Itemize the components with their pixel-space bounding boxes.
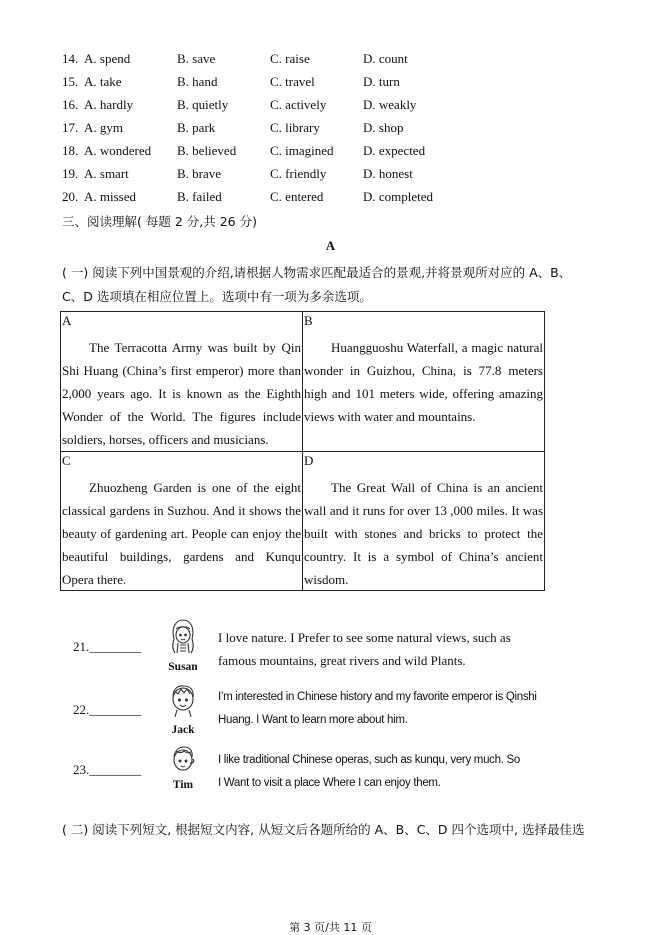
option-description: Huangguoshu Waterfall, a magic natural wonder in Guizhou, China, is 77.8 meters high and 101 meters wide, offering amazing views with water and mountains. — [304, 340, 543, 424]
person-statement — [218, 626, 548, 672]
part2-instruction: ( 二) 阅读下列短文, 根据短文内容, 从短文后各题所给的 A、B、C、D 四个选项中, 选择最佳选 — [62, 822, 585, 837]
option-description: The Terracotta Army was built by Qin Shi Huang (China’s first emperor) more than 2,000 years ago. It is known as the Eighth Wonder of the World. The figures include soldiers, horses, officers and musicians. — [62, 340, 301, 447]
option-b: B. park — [177, 120, 216, 135]
option-d: D. completed — [363, 189, 434, 204]
question-number: 15. — [62, 74, 79, 89]
option-c: C. entered — [270, 189, 324, 204]
person-statement — [218, 749, 548, 795]
statement-line: Huang. I Want to learn more about him. — [218, 714, 408, 726]
option-c: C. library — [270, 120, 320, 135]
option-d: D. expected — [363, 143, 426, 158]
option-b: B. failed — [177, 189, 222, 204]
question-row — [62, 165, 622, 183]
question-row — [62, 142, 622, 160]
statement-line: I like traditional Chinese operas, such as kunqu, very much. So — [218, 754, 520, 766]
option-c: C. imagined — [270, 143, 334, 158]
boy-avatar-icon — [166, 681, 200, 719]
person-name: Tim — [172, 779, 194, 791]
boy-avatar-icon — [166, 743, 200, 781]
question-row — [62, 119, 622, 137]
person-statement — [218, 686, 548, 732]
statement-line: I Want to visit a place Where I can enjoy them. — [218, 777, 441, 789]
question-row — [62, 73, 622, 91]
option-a: A. take — [84, 74, 122, 89]
option-a: A. gym — [84, 120, 123, 135]
person-name: Jack — [171, 724, 195, 736]
option-description: Zhuozheng Garden is one of the eight classical gardens in Suzhou. And it shows the beauty of gardening art. People can enjoy the beautiful buildings, gardens and Kunqu Opera there. — [62, 480, 301, 587]
question-number: 20. — [62, 189, 79, 204]
option-c: C. friendly — [270, 166, 327, 181]
option-d: D. honest — [363, 166, 413, 181]
part-label: A — [325, 238, 336, 253]
option-d: D. shop — [363, 120, 404, 135]
option-c: C. raise — [270, 51, 310, 66]
option-b: B. save — [177, 51, 216, 66]
option-cell-d — [303, 452, 544, 590]
options-table — [60, 311, 545, 591]
option-letter: B — [304, 313, 313, 328]
option-letter: D — [304, 453, 314, 468]
statement-line: famous mountains, great rivers and wild Plants. — [218, 653, 466, 668]
option-cell-c — [61, 452, 303, 590]
option-a: A. wondered — [84, 143, 152, 158]
answer-blank[interactable]: 23.________ — [73, 762, 142, 777]
option-a: A. hardly — [84, 97, 134, 112]
option-description: The Great Wall of China is an ancient wall and it runs for over 13 ,000 miles. It was built with stones and bricks to protect the country. It is a symbol of China’s ancient wisdom. — [304, 480, 543, 587]
question-row — [62, 50, 622, 68]
option-c: C. travel — [270, 74, 315, 89]
section-heading: 三、阅读理解( 每题 2 分,共 26 分) — [62, 214, 257, 229]
option-d: D. turn — [363, 74, 400, 89]
option-b: B. hand — [177, 74, 218, 89]
option-b: B. brave — [177, 166, 222, 181]
option-a: A. spend — [84, 51, 131, 66]
person-name: Susan — [168, 661, 198, 673]
option-d: D. count — [363, 51, 408, 66]
option-cell-a — [61, 312, 303, 452]
option-letter: C — [62, 453, 71, 468]
option-b: B. quietly — [177, 97, 229, 112]
option-b: B. believed — [177, 143, 237, 158]
question-number: 19. — [62, 166, 79, 181]
girl-avatar-icon — [166, 617, 200, 655]
option-letter: A — [62, 313, 72, 328]
statement-line: I love nature. I Prefer to see some natural views, such as — [218, 630, 511, 645]
question-number: 18. — [62, 143, 79, 158]
option-a: A. missed — [84, 189, 136, 204]
answer-blank[interactable]: 21.________ — [73, 639, 142, 654]
answer-blank[interactable]: 22.________ — [73, 702, 142, 717]
question-row — [62, 188, 622, 206]
instruction-line-2: C、D 选项填在相应位置上。选项中有一项为多余选项。 — [62, 289, 372, 304]
question-row — [62, 96, 622, 114]
option-a: A. smart — [84, 166, 129, 181]
question-number: 17. — [62, 120, 79, 135]
instruction-line-1: ( 一) 阅读下列中国景观的介绍,请根据人物需求匹配最适合的景观,并将景观所对应的 A、B、 — [62, 265, 572, 280]
question-number: 14. — [62, 51, 79, 66]
page-footer: 第 3 页/共 11 页 — [289, 921, 372, 934]
option-d: D. weakly — [363, 97, 417, 112]
option-cell-b — [303, 312, 544, 452]
question-number: 16. — [62, 97, 79, 112]
option-c: C. actively — [270, 97, 327, 112]
statement-line: I’m interested in Chinese history and my favorite emperor is Qinshi — [218, 691, 537, 703]
